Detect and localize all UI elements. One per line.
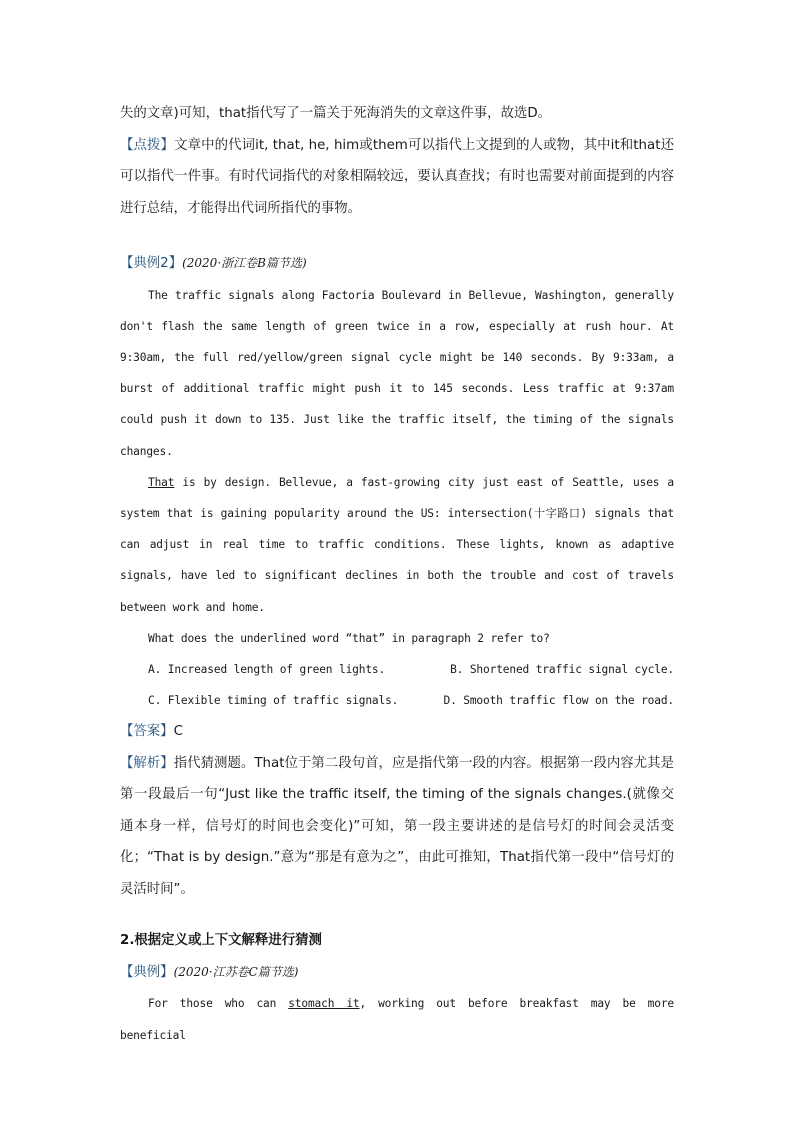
answer-value: C xyxy=(173,724,183,740)
tip-text: 文章中的代词it, that, he, him或them可以指代上文提到的人或物，其中it和that还可以指代一件事。有时代词指代的对象相隔较远，要认真查找；有时也需要对前面提到的内容进行总结，才能得出代词所指代的事物。 xyxy=(120,137,674,216)
underlined-word-that: That xyxy=(148,475,175,489)
analysis-tag: 【解析】 xyxy=(120,755,174,771)
passage-paragraph-1: The traffic signals along Factoria Boulevard in Bellevue, Washington, generally don't flash the same length of green twice in a row, especially at rush hour. At 9:30am, the full red/yellow/green signal cycle might be 140 seconds. By 9:33am, a burst of additional traffic might push it to 145 seconds. Less traffic at 9:37am could push it down to 135. Just like the traffic itself, the timing of the signals changes. xyxy=(120,288,674,458)
passage-paragraph-2 xyxy=(120,467,674,623)
spacer xyxy=(120,224,674,248)
continued-paragraph: 失的文章)可知，that指代写了一篇关于死海消失的文章这件事，故选D。 xyxy=(120,106,552,121)
answer-options xyxy=(120,654,674,716)
passage-paragraph-2-text: is by design. Bellevue, a fast-growing city just east of Seattle, uses a system that is gaining popularity around the US: intersection(十字路口) signals that can adjust in real time to traffic conditions. These lights, known as adaptive signals, have led to significant declines in both the trouble and cost of travels between work and home. xyxy=(120,475,674,614)
tip-paragraph xyxy=(120,130,674,225)
answer-line xyxy=(120,716,674,748)
tip-tag: 【点拨】 xyxy=(120,137,175,153)
option-a: A. Increased length of green lights. xyxy=(148,662,386,676)
example3-source: (2020·江苏卷C篇节选) xyxy=(173,964,299,979)
example3-heading xyxy=(120,957,674,989)
example3-tag: 【典例】 xyxy=(120,964,174,980)
example2-heading xyxy=(120,248,674,280)
analysis-text: 指代猜测题。That位于第二段句首，应是指代第一段的内容。根据第一段内容尤其是第一段最后一句“Just like the traffic itself, the timing of the signals changes.(就像交通本身一样，信号灯的时间也会变化)”可知，第一段主要讲述的是信号灯的时间会灵活变化；“That is by design.”意为“那是有意为之”，由此可推知，That指代第一段中“信号灯的灵活时间”。 xyxy=(120,755,674,897)
passage-paragraph-3-before: For those who can xyxy=(148,997,289,1011)
option-b: B. Shortened traffic signal cycle. xyxy=(450,662,674,676)
example2-source: (2020·浙江卷B篇节选) xyxy=(182,256,307,270)
example2-tag: 【典例2】 xyxy=(120,256,183,271)
option-c: C. Flexible timing of traffic signals. xyxy=(148,694,399,708)
document-page xyxy=(120,98,674,1051)
underlined-phrase-stomach-it: stomach it xyxy=(288,997,360,1011)
passage-paragraph-3-after: , working out before breakfast may be more beneficial xyxy=(120,997,675,1042)
passage-paragraph-3 xyxy=(120,988,674,1050)
option-d: D. Smooth traffic flow on the road. xyxy=(443,694,674,708)
analysis-paragraph xyxy=(120,748,674,906)
answer-tag: 【答案】 xyxy=(120,724,174,740)
spacer xyxy=(120,905,674,925)
section-heading: 2.根据定义或上下文解释进行猜测 xyxy=(120,933,322,949)
question-text: What does the underlined word “that” in paragraph 2 refer to? xyxy=(148,631,550,645)
